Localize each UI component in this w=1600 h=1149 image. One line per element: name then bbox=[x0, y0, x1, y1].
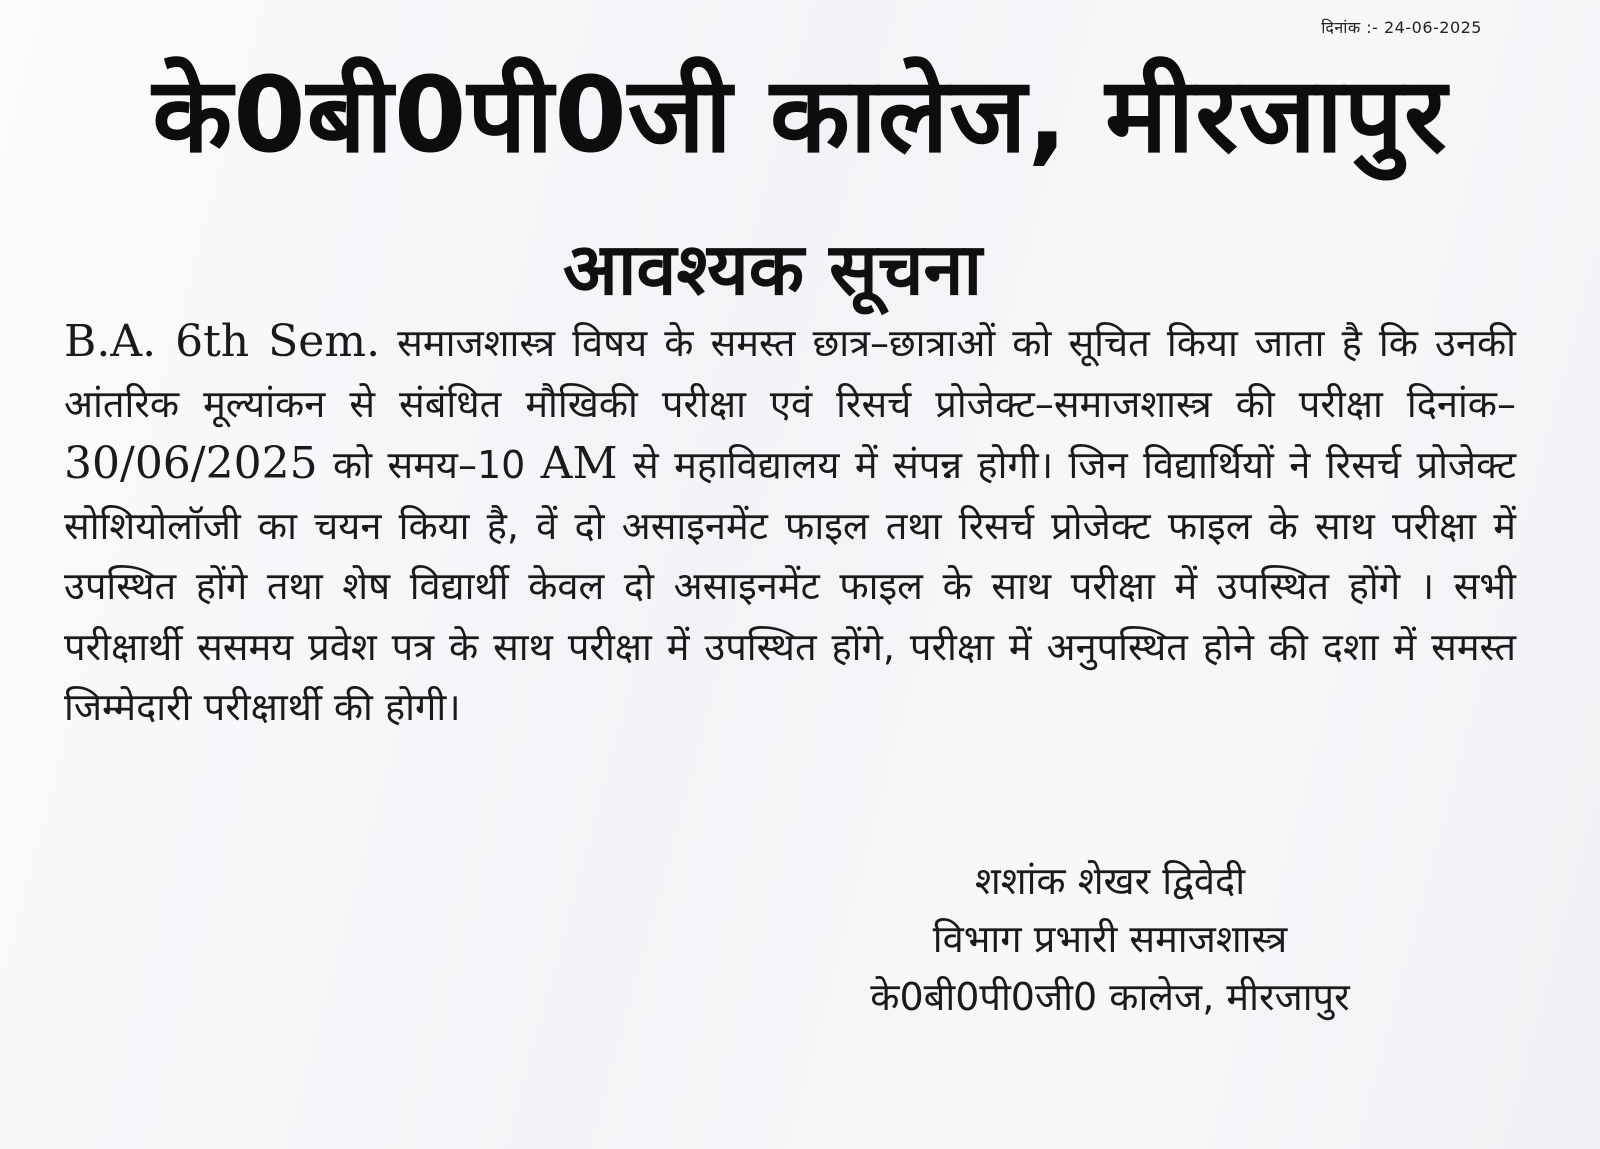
signatory-designation: विभाग प्रभारी समाजशास्त्र bbox=[932, 917, 1288, 961]
notice-text-part2: को समय–10 bbox=[317, 443, 541, 487]
exam-time-am: AM bbox=[540, 438, 618, 489]
signature-block bbox=[790, 852, 1430, 1026]
notice-text-part3: से महाविद्यालय में संपन्न होगी। जिन विद्यार्थियों ने रिसर्च प्रोजेक्ट सोशियोलॉजी का चयन किया है, वें दो असाइनमेंट फाइल तथा रिसर्च प्रोजेक्ट फाइल के साथ परीक्षा में उपस्थित होंगे तथा शेष विद्यार्थी केवल दो असाइनमेंट फाइल के साथ परीक्षा में उपस्थित होंगे । सभी परीक्षार्थी ससमय प्रवेश पत्र के साथ परीक्षा में उपस्थित होंगे, परीक्षा में अनुपस्थित होने की दशा में समस्त जिम्मेदारी परीक्षार्थी की होगी। bbox=[64, 443, 1516, 729]
notice-heading: आवश्यक सूचना bbox=[562, 227, 983, 311]
signatory-name: शशांक शेखर द्विवेदी bbox=[974, 859, 1246, 903]
signatory-institution: के0बी0पी0जी0 कालेज, मीरजापुर bbox=[870, 975, 1350, 1019]
college-title: के0बी0पी0जी कालेज, मीरजापुर bbox=[152, 54, 1448, 176]
exam-date: 30/06/2025 bbox=[64, 438, 318, 489]
course-name: B.A. 6th Sem. bbox=[64, 316, 381, 367]
notice-body bbox=[64, 312, 1516, 738]
notice-date: दिनांक :- 24-06-2025 bbox=[1321, 18, 1482, 37]
notice-text-part1: समाजशास्त्र विषय के समस्त छात्र–छात्राओं को सूचित किया जाता है कि उनकी आंतरिक मूल्यांकन से संबंधित मौखिकी परीक्षा एवं रिसर्च प्रोजेक्ट–समाजशास्त्र की परीक्षा दिनांक– bbox=[64, 321, 1516, 426]
